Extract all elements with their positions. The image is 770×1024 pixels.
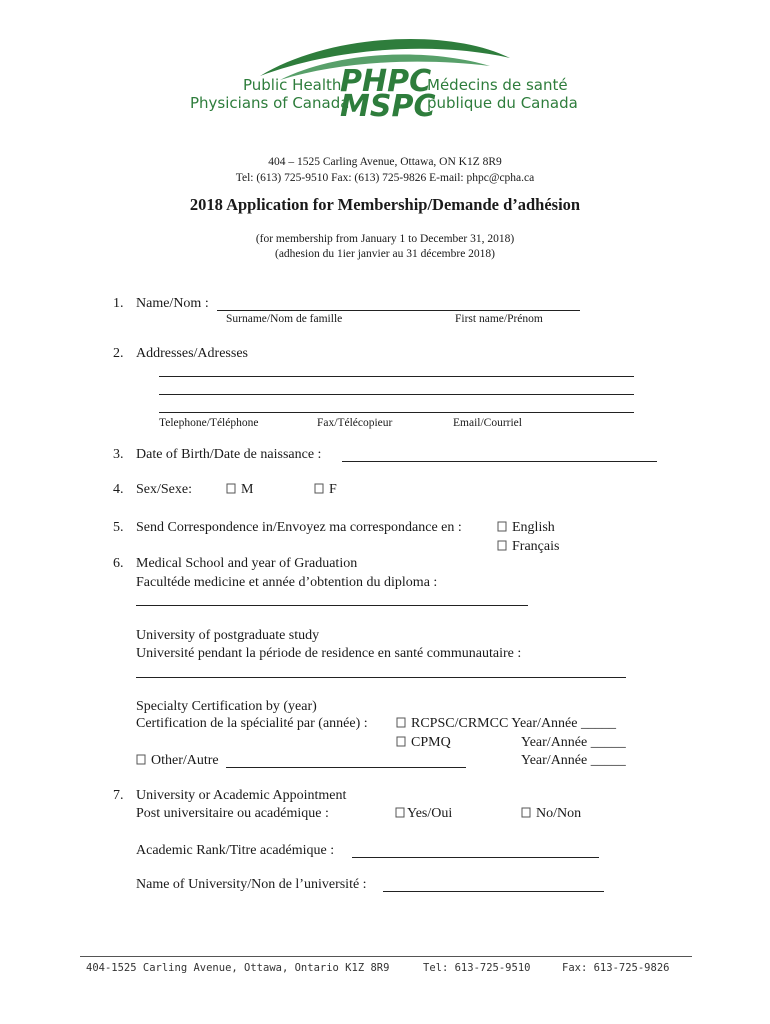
q2-number: 2. <box>113 346 124 361</box>
checkbox-icon[interactable] <box>396 735 407 747</box>
subtitle-fr: (adhesion du 1ier janvier au 31 décembre 2018) <box>274 248 496 260</box>
other-option[interactable] <box>136 753 219 769</box>
dob-field[interactable] <box>342 461 657 462</box>
footer-address: 404-1525 Carling Avenue, Ottawa, Ontario K1Z 8R9 <box>86 962 390 974</box>
checkbox-icon[interactable] <box>521 806 532 818</box>
firstname-caption: First name/Prénom <box>455 313 543 325</box>
university-name-label: Name of University/Non de l’université : <box>136 877 367 892</box>
q4-number: 4. <box>113 482 124 497</box>
sex-male-option[interactable] <box>226 482 253 498</box>
q6-number: 6. <box>113 556 124 571</box>
q6-label-fr: Facultéde medicine et année d’obtention du diploma : <box>136 575 438 590</box>
checkbox-icon[interactable] <box>497 520 508 532</box>
header-contact: Tel: (613) 725-9510 Fax: (613) 725-9826 E-mail: phpc@cpha.ca <box>235 172 535 184</box>
q1-number: 1. <box>113 296 124 311</box>
fax-caption: Fax/Télécopieur <box>317 417 393 429</box>
logo-text-en-1: Public Health <box>243 76 342 94</box>
rcpsc-option[interactable] <box>396 716 616 732</box>
sex-female-option[interactable] <box>314 482 337 498</box>
q5-label: Send Correspondence in/Envoyez ma correspondance en : <box>136 520 462 535</box>
checkbox-icon[interactable] <box>395 806 406 818</box>
cpmq-label: CPMQ <box>411 735 451 750</box>
footer-fax: Fax: 613-725-9826 <box>562 962 670 974</box>
medical-school-field[interactable] <box>136 605 528 606</box>
academic-yes-label: Yes/Oui <box>407 806 453 821</box>
subtitle-en: (for membership from January 1 to December 31, 2018) <box>255 233 515 245</box>
header-address: 404 – 1525 Carling Avenue, Ottawa, ON K1Z 8R9 <box>268 156 502 168</box>
logo-acronym-fr: MSPC <box>340 89 436 124</box>
rcpsc-label: RCPSC/CRMCC Year/Année _____ <box>411 716 616 731</box>
telephone-caption: Telephone/Téléphone <box>159 417 259 429</box>
footer-divider <box>80 956 692 957</box>
logo-acronym-en: PHPC <box>340 64 432 99</box>
postgrad-label-en: University of postgraduate study <box>136 628 320 643</box>
q7-label-fr: Post universitaire ou académique : <box>136 806 329 821</box>
academic-rank-label: Academic Rank/Titre académique : <box>136 843 335 858</box>
checkbox-icon[interactable] <box>136 753 147 765</box>
sex-female-label: F <box>329 482 337 497</box>
postgrad-field[interactable] <box>136 677 626 678</box>
q2-label: Addresses/Adresses <box>136 346 248 361</box>
q3-label: Date of Birth/Date de naissance : <box>136 447 322 462</box>
q6-label-en: Medical School and year of Graduation <box>136 556 358 571</box>
page-title: 2018 Application for Membership/Demande d’adhésion <box>189 195 581 214</box>
other-label: Other/Autre <box>151 753 219 768</box>
checkbox-icon[interactable] <box>314 482 325 494</box>
footer-tel: Tel: 613-725-9510 <box>423 962 531 974</box>
address-field-line-2[interactable] <box>159 394 634 395</box>
other-field[interactable] <box>226 767 466 768</box>
address-field-line-1[interactable] <box>159 376 634 377</box>
checkbox-icon[interactable] <box>226 482 237 494</box>
cpmq-option[interactable] <box>396 735 451 751</box>
checkbox-icon[interactable] <box>396 716 407 728</box>
lang-french-label: Français <box>512 539 560 554</box>
lang-english-option[interactable] <box>497 520 555 536</box>
checkbox-icon[interactable] <box>497 539 508 551</box>
academic-yes-option[interactable] <box>395 806 452 822</box>
q5-number: 5. <box>113 520 124 535</box>
name-field[interactable] <box>217 310 580 311</box>
q7-label-en: University or Academic Appointment <box>136 788 347 803</box>
specialty-label-en: Specialty Certification by (year) <box>136 699 317 714</box>
academic-rank-field[interactable] <box>352 857 599 858</box>
q7-number: 7. <box>113 788 124 803</box>
cpmq-year-field[interactable]: Year/Année _____ <box>521 735 626 750</box>
q1-label: Name/Nom : <box>136 296 209 311</box>
sex-male-label: M <box>241 482 254 497</box>
lang-english-label: English <box>512 520 555 535</box>
academic-no-label: No/Non <box>536 806 582 821</box>
surname-caption: Surname/Nom de famille <box>226 313 343 325</box>
email-caption: Email/Courriel <box>453 417 522 429</box>
contact-field-line[interactable] <box>159 412 634 413</box>
other-year-field[interactable]: Year/Année _____ <box>521 753 626 768</box>
q3-number: 3. <box>113 447 124 462</box>
logo-text-fr-2: publique du Canada <box>427 94 578 112</box>
lang-french-option[interactable] <box>497 539 559 555</box>
academic-no-option[interactable] <box>521 806 581 822</box>
university-name-field[interactable] <box>383 891 604 892</box>
logo <box>180 28 600 123</box>
specialty-label-fr: Certification de la spécialité par (année) : <box>136 716 368 731</box>
logo-text-en-2: Physicians of Canada <box>190 94 350 112</box>
logo-text-fr-1: Médecins de santé <box>427 76 568 94</box>
q4-label: Sex/Sexe: <box>136 482 192 497</box>
postgrad-label-fr: Université pendant la période de residence en santé communautaire : <box>136 646 522 661</box>
